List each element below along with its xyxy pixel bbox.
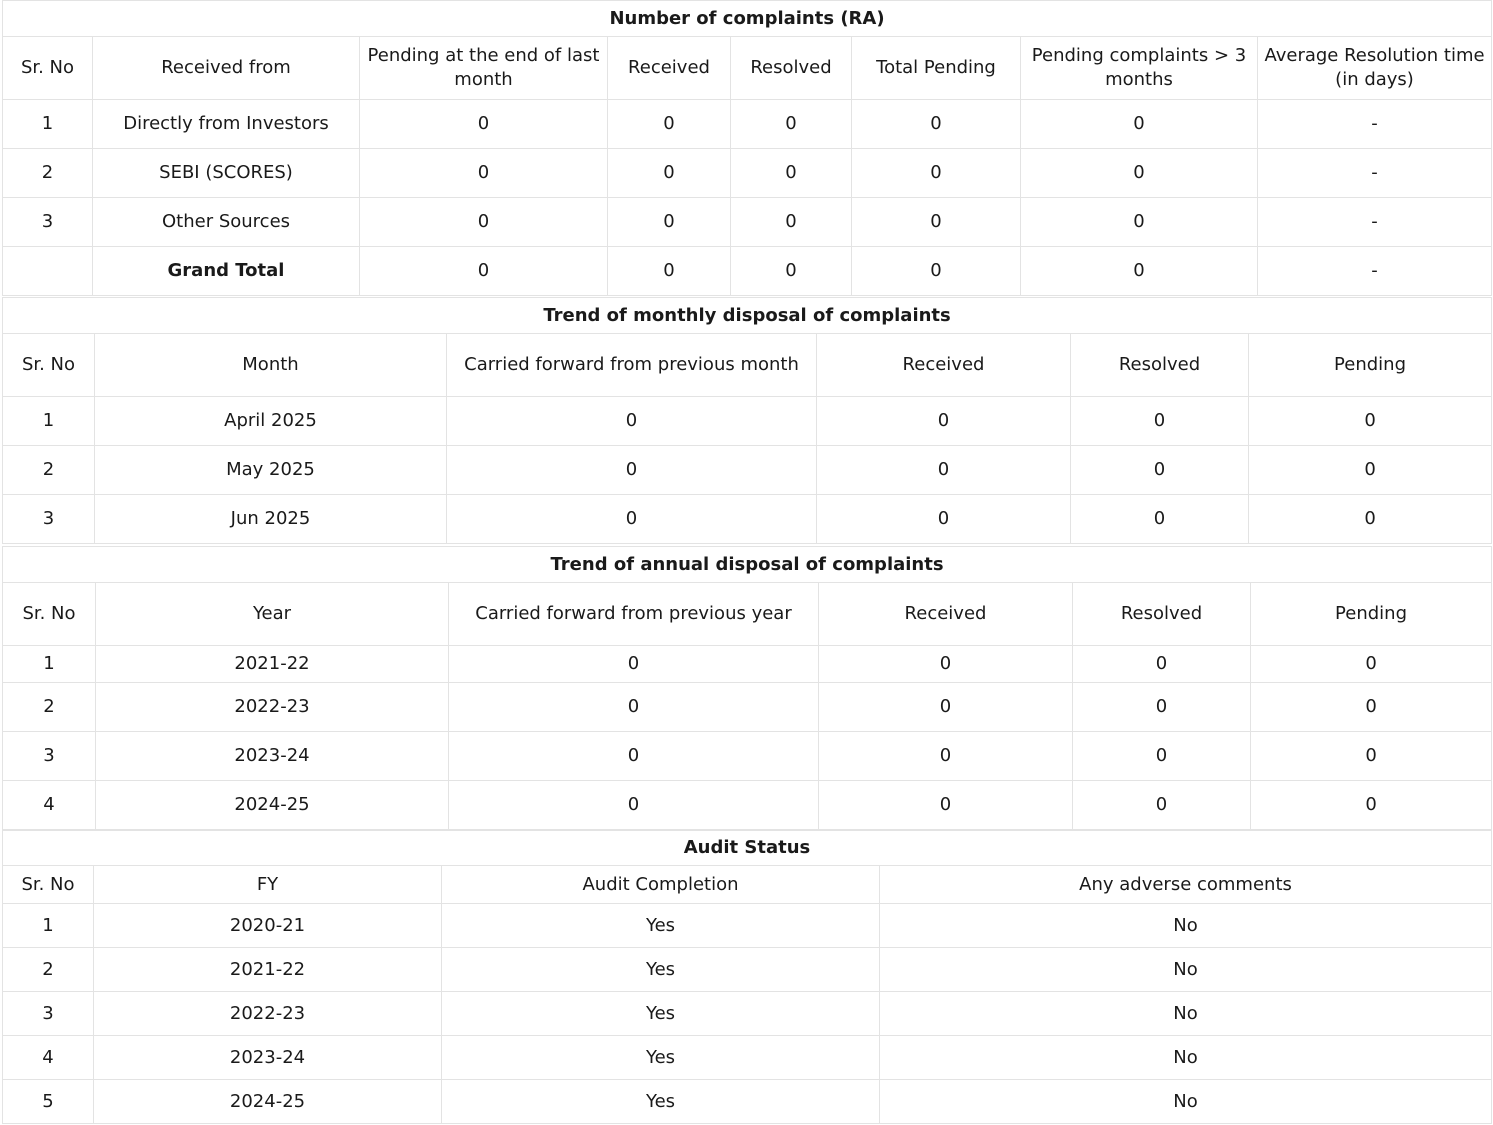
table-cell: 2023-24 [94,1036,442,1080]
table-cell: Yes [442,1036,880,1080]
table-cell: 0 [1021,100,1258,149]
table-cell: - [1258,247,1492,296]
monthly-title: Trend of monthly disposal of complaints [3,298,1492,334]
table-cell: 0 [1021,247,1258,296]
table-cell: 2 [3,149,93,198]
table-cell: 2 [3,683,96,732]
table-header-row [3,583,1492,646]
table-cell: 0 [447,495,817,544]
table-header-row [3,866,1492,904]
table-row [3,732,1492,781]
header-cell: Pending [1251,583,1492,646]
table-cell: - [1258,149,1492,198]
audit-table [2,830,1492,1124]
table-cell: No [880,948,1492,992]
table-cell: 3 [3,992,94,1036]
table-cell: 0 [817,397,1071,446]
table-cell: 4 [3,1036,94,1080]
table-cell: 2024-25 [96,781,449,830]
table-cell: 0 [819,781,1073,830]
table-cell: No [880,904,1492,948]
table-row [3,1036,1492,1080]
table-cell: No [880,992,1492,1036]
table-cell: 2022-23 [96,683,449,732]
table-cell: 0 [819,646,1073,683]
grand-total-label: Grand Total [93,247,360,296]
grand-total-row [3,247,1492,296]
header-cell: Month [95,334,447,397]
table-cell: April 2025 [95,397,447,446]
monthly-table [2,297,1492,544]
table-cell: 3 [3,495,95,544]
table-cell: 0 [852,100,1021,149]
table-cell: 0 [1021,149,1258,198]
table-cell: 0 [449,646,819,683]
monthly-section [2,297,1491,544]
table-cell: 0 [447,397,817,446]
table-cell: 0 [1251,646,1492,683]
table-cell: 0 [817,495,1071,544]
table-cell: 0 [1251,781,1492,830]
table-cell: 2021-22 [94,948,442,992]
table-cell: - [1258,198,1492,247]
table-row [3,149,1492,198]
table-cell: 0 [608,149,731,198]
header-cell: Average Resolution time (in days) [1258,37,1492,100]
table-cell: Yes [442,992,880,1036]
table-row [3,446,1492,495]
table-cell: 0 [1249,446,1492,495]
table-cell: 0 [360,247,608,296]
table-cell: 0 [1249,495,1492,544]
annual-section [2,546,1491,830]
table-cell: 0 [1073,732,1251,781]
table-cell: 2020-21 [94,904,442,948]
header-cell: Audit Completion [442,866,880,904]
table-cell: 0 [360,100,608,149]
header-cell: Received [608,37,731,100]
table-cell: 2 [3,948,94,992]
table-cell: 0 [1071,446,1249,495]
table-cell: 5 [3,1080,94,1124]
table-cell: 0 [817,446,1071,495]
table-cell: 0 [608,247,731,296]
table-cell: No [880,1080,1492,1124]
table-row [3,646,1492,683]
header-cell: Received [817,334,1071,397]
annual-table [2,546,1492,830]
table-cell: 0 [1073,781,1251,830]
header-cell: Total Pending [852,37,1021,100]
header-cell: Received from [93,37,360,100]
table-cell: 0 [1071,397,1249,446]
table-cell: 0 [1071,495,1249,544]
table-cell: 3 [3,732,96,781]
table-cell: 0 [608,198,731,247]
table-cell: 0 [731,198,852,247]
table-cell: 0 [852,247,1021,296]
table-cell: May 2025 [95,446,447,495]
table-cell: Directly from Investors [93,100,360,149]
table-cell: 0 [1073,683,1251,732]
table-cell: Yes [442,1080,880,1124]
complaints-section [2,0,1491,296]
table-header-row [3,37,1492,100]
table-cell: - [1258,100,1492,149]
table-cell: Other Sources [93,198,360,247]
table-cell: Jun 2025 [95,495,447,544]
table-row [3,948,1492,992]
header-cell: Carried forward from previous month [447,334,817,397]
table-row [3,198,1492,247]
table-row [3,495,1492,544]
table-cell: 0 [1249,397,1492,446]
header-cell: Sr. No [3,866,94,904]
table-row [3,397,1492,446]
table-cell: 0 [819,732,1073,781]
complaints-table [2,0,1492,296]
complaints-title: Number of complaints (RA) [3,1,1492,37]
table-cell: 0 [447,446,817,495]
table-cell: 2 [3,446,95,495]
table-cell: 4 [3,781,96,830]
table-cell: 0 [852,149,1021,198]
table-cell: Yes [442,904,880,948]
table-cell: 0 [449,683,819,732]
header-cell: Resolved [1071,334,1249,397]
table-cell: 0 [1021,198,1258,247]
table-row [3,781,1492,830]
table-cell [3,247,93,296]
table-cell: SEBI (SCORES) [93,149,360,198]
header-cell: Sr. No [3,583,96,646]
header-cell: Pending [1249,334,1492,397]
table-cell: 2022-23 [94,992,442,1036]
table-cell: 1 [3,100,93,149]
table-cell: 2024-25 [94,1080,442,1124]
table-cell: 0 [731,100,852,149]
table-header-row [3,334,1492,397]
table-cell: 0 [1073,646,1251,683]
table-cell: 0 [1251,732,1492,781]
header-cell: Sr. No [3,37,93,100]
table-cell: 1 [3,646,96,683]
header-cell: Pending at the end of last month [360,37,608,100]
header-cell: Year [96,583,449,646]
table-cell: Yes [442,948,880,992]
table-cell: 0 [608,100,731,149]
table-cell: 2023-24 [96,732,449,781]
table-cell: 2021-22 [96,646,449,683]
table-cell: 1 [3,904,94,948]
table-cell: 0 [360,198,608,247]
table-cell: 0 [449,732,819,781]
header-cell: Any adverse comments [880,866,1492,904]
audit-title: Audit Status [3,831,1492,866]
table-cell: 0 [449,781,819,830]
table-cell: 3 [3,198,93,247]
audit-section [2,830,1491,1124]
table-cell: 1 [3,397,95,446]
annual-title: Trend of annual disposal of complaints [3,547,1492,583]
header-cell: Carried forward from previous year [449,583,819,646]
table-row [3,1080,1492,1124]
table-row [3,904,1492,948]
table-cell: 0 [819,683,1073,732]
table-row [3,683,1492,732]
header-cell: Sr. No [3,334,95,397]
table-cell: 0 [852,198,1021,247]
header-cell: Resolved [1073,583,1251,646]
table-cell: No [880,1036,1492,1080]
table-row [3,100,1492,149]
table-cell: 0 [731,247,852,296]
table-row [3,992,1492,1036]
header-cell: Pending complaints > 3 months [1021,37,1258,100]
table-cell: 0 [360,149,608,198]
header-cell: Received [819,583,1073,646]
table-cell: 0 [1251,683,1492,732]
table-cell: 0 [731,149,852,198]
header-cell: Resolved [731,37,852,100]
header-cell: FY [94,866,442,904]
